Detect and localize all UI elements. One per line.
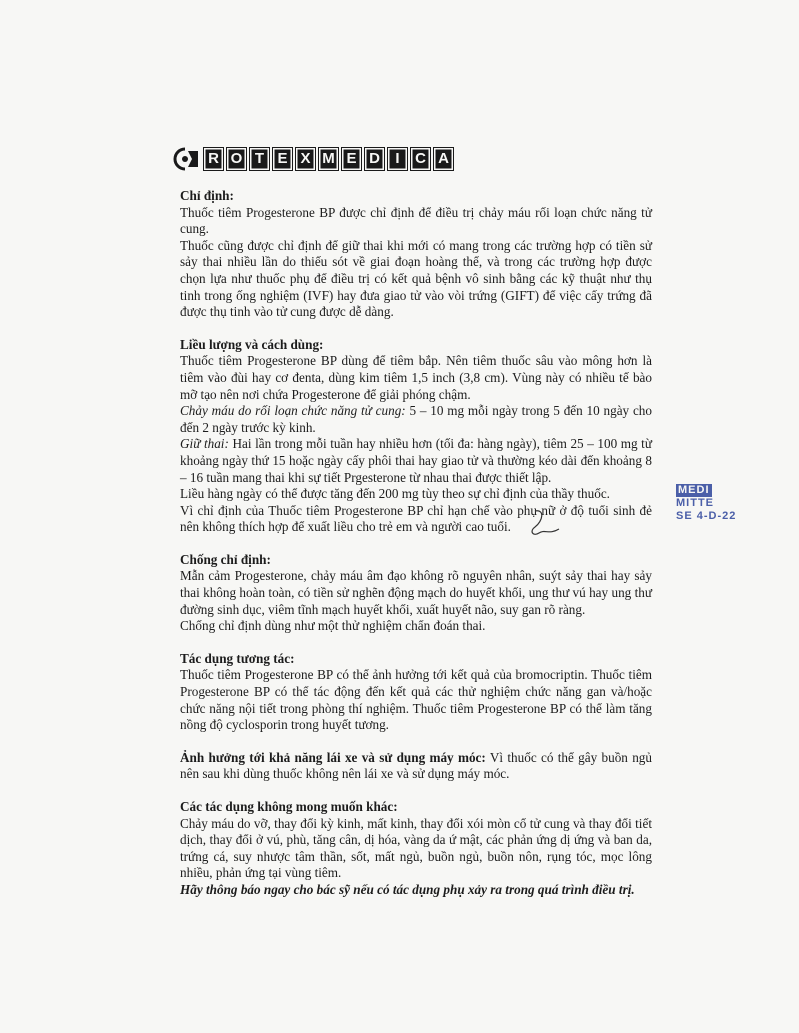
section-heading: Chỉ định:: [180, 188, 234, 203]
section-heading: Các tác dụng không mong muốn khác:: [180, 799, 398, 814]
logo-letter: I: [387, 147, 408, 171]
paragraph: Liều hàng ngày có thể được tăng đến 200 mg tùy theo sự chỉ định của thầy thuốc.: [180, 486, 610, 502]
warning-text: Hãy thông báo ngay cho bác sỹ nếu có tác dụng phụ xảy ra trong quá trình điều trị.: [180, 881, 635, 897]
stamp-line: SE 4-D-22: [676, 510, 737, 522]
paragraph: Chống chỉ định dùng như một thử nghiệm chẩn đoán thai.: [180, 618, 486, 634]
paragraph: Mẫn cảm Progesterone, chảy máu âm đạo không rõ nguyên nhân, suýt sảy thai hay sảy thai không hoàn toàn, có tiền sử nghẽn động mạch do huyết khối, ung thư vú hay ung thư đường sinh dục, viêm tĩnh mạch huyết khối, xuất huyết não, suy gan rõ ràng.: [180, 568, 652, 617]
stamp-line: MEDI: [678, 484, 710, 496]
rotexmedica-emblem-icon: [170, 146, 200, 172]
paragraph: [180, 436, 652, 486]
section-side-effects: [180, 799, 652, 899]
dosage-text: Hai lần trong mỗi tuần hay nhiều hơn (tối đa: hàng ngày), tiêm 25 – 100 mg từ khoảng ngày thứ 15 hoặc ngày cấy phôi thai hay giao tử và thường kéo dài đến khoảng 8 – 16 tuần mang thai khi sự tiết Prgesterone từ nhau thai được thiết lập.: [180, 436, 652, 485]
signature-mark: [523, 507, 563, 547]
logo-letter: X: [295, 147, 316, 171]
section-heading: Chống chỉ định:: [180, 551, 271, 567]
section-heading: Liều lượng và cách dùng:: [180, 336, 324, 352]
paragraph: Thuốc cũng được chỉ định để giữ thai khi mới có mang trong các trường hợp có tiền sử sảy thai nhiều lần do thiếu sót về giai đoạn hoàng thể, và trong các trường hợp được chọn lựa như thuốc phụ để điều trị có kết quả bệnh vô sinh bằng các kỹ thuật như thụ tinh trong ống nghiệm (IVF) hay đưa giao tử vào vòi trứng (GIFT) để việc cấy trứng đã được thụ tinh vào tử cung được dễ dàng.: [180, 237, 652, 320]
paragraph: [180, 750, 652, 783]
logo-letter: R: [203, 147, 224, 171]
section-contraindications: [180, 552, 652, 635]
logo-wordmark: [203, 147, 456, 171]
paragraph: Thuốc tiêm Progesterone BP được chỉ định để điều trị chảy máu rối loạn chức năng tử cung.: [180, 204, 652, 237]
driving-text: Vì thuốc có thể gây buồn ngủ nên sau khi dùng thuốc không nên lái xe và sử dụng máy móc.: [180, 749, 652, 782]
approval-stamp: [676, 484, 786, 523]
section-interactions: [180, 651, 652, 734]
paragraph: [180, 403, 652, 436]
rotexmedica-logo: [170, 146, 456, 172]
logo-letter: O: [226, 147, 247, 171]
leaflet-content: [180, 188, 652, 915]
stamp-line: MITTE: [676, 497, 714, 509]
logo-letter: A: [433, 147, 454, 171]
logo-letter: C: [410, 147, 431, 171]
logo-letter: E: [341, 147, 362, 171]
section-heading: Tác dụng tương tác:: [180, 650, 295, 666]
dosage-label: Giữ thai:: [180, 436, 229, 452]
dosage-text: 5 – 10 mg mỗi ngày trong 5 đến 10 ngày cho đến 2 ngày trước kỳ kinh.: [180, 403, 652, 435]
section-dosage: [180, 337, 652, 536]
paragraph: Vì chỉ định của Thuốc tiêm Progesterone BP chỉ hạn chế vào phụ nữ ở độ tuổi sinh đẻ nên không thích hợp để xuất liều cho trẻ em và người cao tuổi.: [180, 502, 652, 535]
paragraph: Chảy máu do vỡ, thay đổi kỳ kinh, mất kinh, thay đổi xói mòn cổ tử cung và thay đổi tiết dịch, thay đổi ở vú, phù, tăng cân, dị hóa, vàng da ứ mật, các phản ứng dị ứng và ban da, trứng cá, suy nhược tâm thần, sốt, mất ngủ, buồn ngủ, buồn nôn, rụng tóc, mọc lông nhiều, phản ứng tại vùng tiêm.: [180, 815, 652, 881]
logo-letter: T: [249, 147, 270, 171]
section-heading: Ảnh hưởng tới khả năng lái xe và sử dụng máy móc:: [180, 749, 486, 765]
paragraph: Thuốc tiêm Progesterone BP có thể ảnh hưởng tới kết quả của bromocriptin. Thuốc tiêm Progesterone BP có thể tác động đến kết quả các thử nghiệm chức năng gan và/hoặc chức năng nội tiết trong phòng thí nghiệm. Thuốc tiêm Progesterone BP có thể làm tăng nồng độ cyclosporin trong huyết tương.: [180, 667, 652, 733]
section-indications: [180, 188, 652, 321]
logo-letter: E: [272, 147, 293, 171]
section-driving: [180, 750, 652, 783]
paragraph: Thuốc tiêm Progesterone BP dùng để tiêm bắp. Nên tiêm thuốc sâu vào mông hơn là tiêm vào đùi hay cơ đenta, dùng kim tiêm 1,5 inch (3,8 cm). Vùng này có nhiều tế bào mỡ tạo nên nơi chứa Progesterone để giải phóng chậm.: [180, 353, 652, 402]
logo-letter: D: [364, 147, 385, 171]
logo-letter: M: [318, 147, 339, 171]
dosage-label: Chảy máu do rối loạn chức năng tử cung:: [180, 403, 406, 419]
